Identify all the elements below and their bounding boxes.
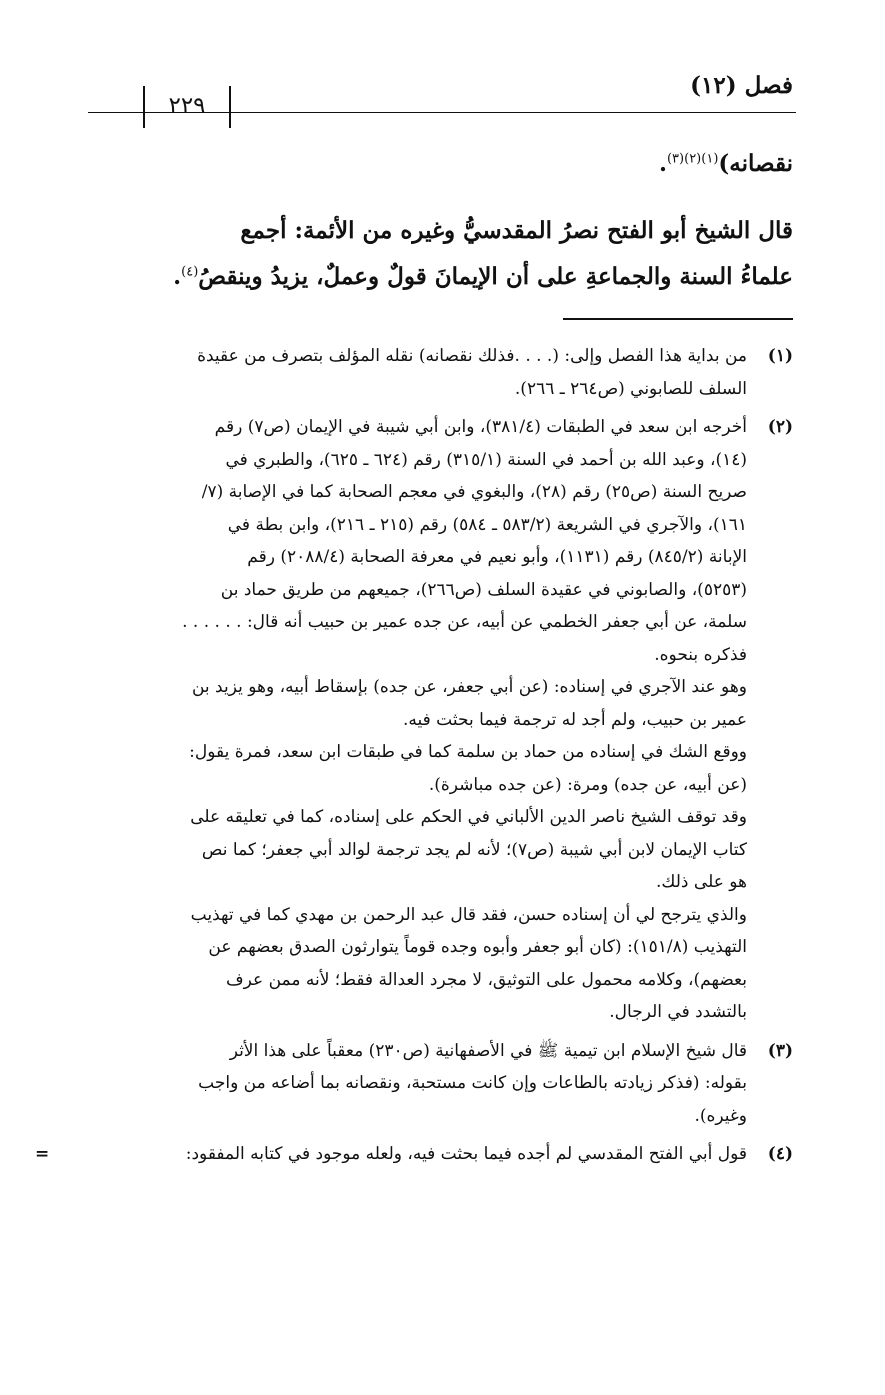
footnote-line: (١٤)، وعبد الله بن أحمد في السنة (٣١٥/١) رقم (٦٢٤ ـ ٦٢٥)، والطبري في [225, 449, 747, 470]
footnote-line: بقوله: (فذكر زيادته بالطاعات وإن كانت مستحبة، ونقصانه بما أضاعه من واجب [198, 1073, 747, 1093]
quote-line [83, 254, 793, 300]
footnote-line: (عن أبيه، عن جده) ومرة: (عن جده مباشرة). [428, 774, 747, 795]
footnote-line: أخرجه ابن سعد في الطبقات (٣٨١/٤)، وابن أبي شيبة في الإيمان (ص٧) رقم [214, 417, 747, 437]
footnote-number: (٣) [767, 1040, 793, 1061]
quote-line-text: علماءُ السنة والجماعةِ على أن الإيمانَ قولٌ وعملٌ، يزيدُ وينقصُ [198, 263, 793, 290]
footnote-line: وهو عند الآجري في إسناده: (عن أبي جعفر، عن جده) بإسقاط أبيه، وهو يزيد بن [191, 677, 747, 697]
footnote-1 [83, 340, 793, 405]
footnote-line: والذي يترجح لي أن إسناده حسن، فقد قال عبد الرحمن بن مهدي كما في تهذيب [190, 904, 747, 925]
footnote-2 [83, 411, 793, 1029]
footnote-line: بعضهم)، وكلامه محمول على التوثيق، لا مجرد العدالة فقط؛ لأنه ممن عرف [226, 969, 747, 990]
footnote-line: ووقع الشك في إسناده من حماد بن سلمة كما في طبقات ابن سعد، فمرة يقول: [189, 742, 747, 762]
footnote-number: (١) [767, 346, 793, 366]
footnote-line: السلف للصابوني (ص٢٦٤ ـ ٢٦٦). [514, 378, 747, 399]
footnote-line: (٥٢٥٣)، والصابوني في عقيدة السلف (ص٢٦٦)، جميعهم من طريق حماد بن [220, 579, 747, 600]
footnote-line: سلمة، عن أبي جعفر الخطمي عن أبيه، عن جده عمير بن حبيب أنه قال: . . . . . . [182, 612, 747, 632]
footnote-separator [563, 318, 793, 320]
footnote-line: وقد توقف الشيخ ناصر الدين الألباني في الحكم على إسناده، كما في تعليقه على [190, 807, 747, 827]
footnote-line: صريح السنة (ص٢٥) رقم (٢٨)، والبغوي في معجم الصحابة كما في الإصابة (٧/ [201, 482, 747, 502]
footnote-4 [35, 1138, 793, 1171]
footnote-line: بالتشدد في الرجال. [609, 1002, 747, 1022]
footnote-line: عمير بن حبيب، ولم أجد له ترجمة فيما بحثت فيه. [402, 709, 747, 730]
footnote-line: ١٦١)، والآجري في الشريعة (٥٨٣/٢ ـ ٥٨٤) رقم (٢١٥ ـ ٢١٦)، وابن بطة في [227, 514, 747, 535]
footnote-line: قال شيخ الإسلام ابن تيمية ﷺ في الأصفهانية (ص٢٣٠) معقباً على هذا الأثر [229, 1040, 747, 1061]
continuation-mark: = [35, 1144, 50, 1164]
quote-paragraph [83, 208, 793, 300]
footnote-refs: (١)(٢)(٣) [666, 151, 719, 167]
page-number: ٢٢٩ [168, 93, 206, 119]
footnote-number: (٢) [767, 417, 793, 437]
footnote-line: هو على ذلك. [656, 872, 747, 892]
footnote-ref: (٤) [181, 264, 199, 280]
footnotes [35, 340, 793, 1177]
footnote-line: وغيره). [694, 1105, 747, 1126]
quote-line: قال الشيخ أبو الفتح نصرُ المقدسيُّ وغيره من الأئمة: أجمع [240, 217, 793, 244]
footnote-number: (٤) [767, 1144, 793, 1164]
footnote-line: الإبانة (٨٤٥/٢) رقم (١١٣١)، وأبو نعيم في معرفة الصحابة (٢٠٨٨/٤) رقم [247, 547, 747, 567]
footnote-3 [83, 1035, 793, 1133]
continued-text-line [659, 150, 793, 177]
footnote-line: كتاب الإيمان لابن أبي شيبة (ص٧)؛ لأنه لم يجد ترجمة لوالد أبي جعفر؛ كما نص [201, 839, 747, 860]
footnote-line: قول أبي الفتح المقدسي لم أجده فيما بحثت فيه، ولعله موجود في كتابه المفقود: [185, 1144, 747, 1164]
continued-end: . [658, 150, 667, 177]
footnote-line: التهذيب (١٥١/٨): (كان أبو جعفر وأبوه وجده قوماً يتوارثون الصدق بعضهم عن [208, 937, 747, 957]
footnote-line: من بداية هذا الفصل وإلى: (. . . .فذلك نقصانه) نقله المؤلف بتصرف من عقيدة [197, 346, 747, 366]
chapter-title: فصل (١٢) [690, 72, 793, 99]
continued-text: نقصانه) [718, 150, 793, 177]
footnote-line: فذكره بنحوه. [654, 644, 747, 665]
quote-end: . [173, 263, 182, 290]
